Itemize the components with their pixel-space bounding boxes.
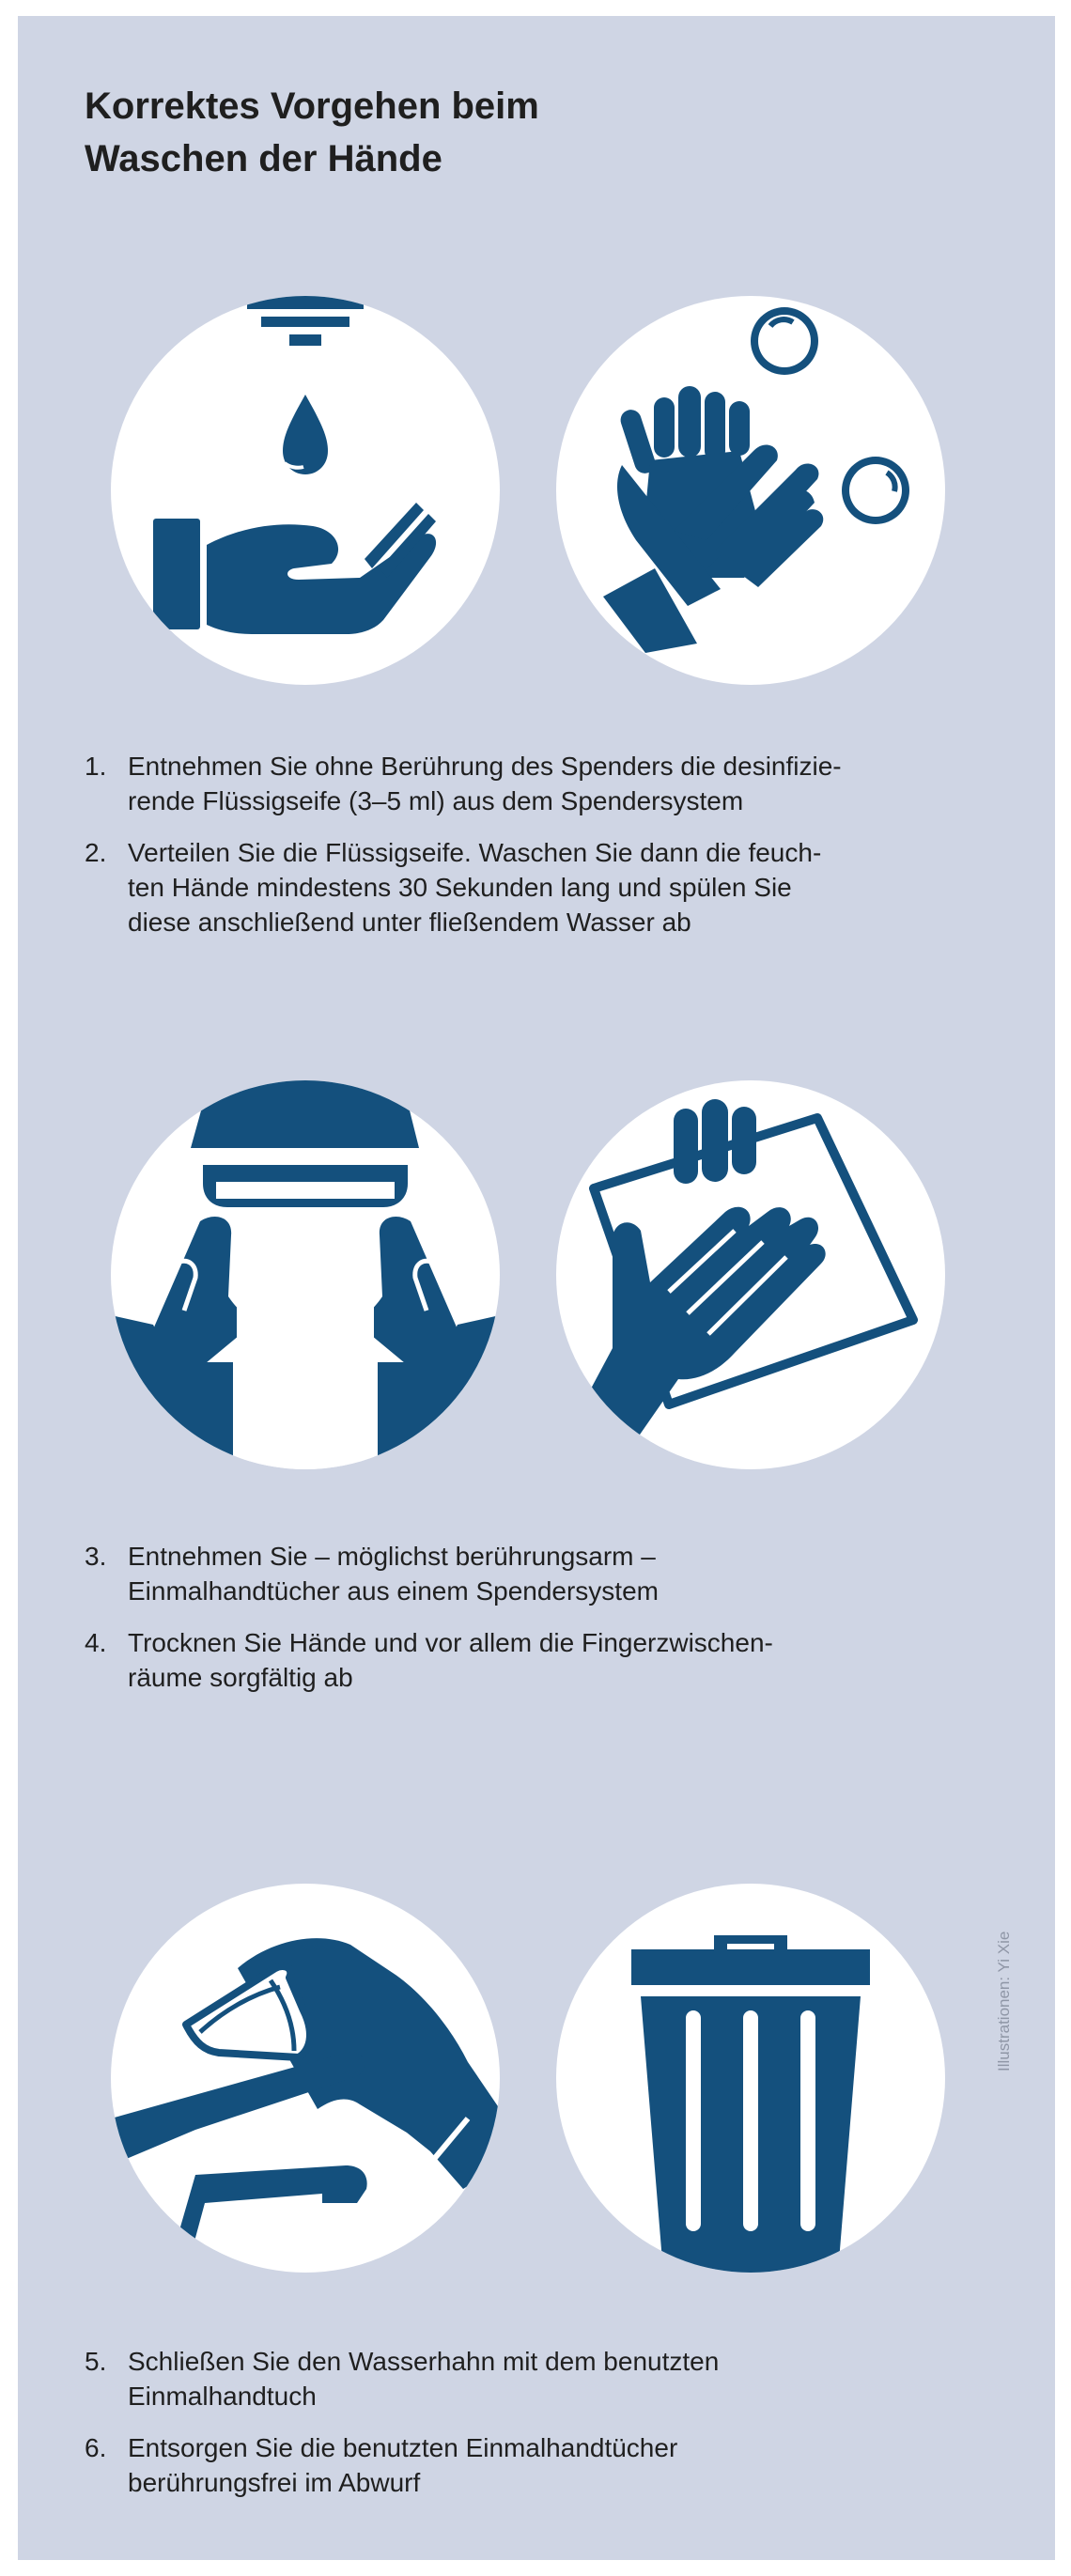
step-6	[85, 2430, 930, 2500]
step-text-line: ten Hände mindestens 30 Sekunden lang und spülen Sie	[128, 873, 792, 902]
step-text	[128, 2430, 930, 2500]
trash-bin-icon	[556, 1884, 945, 2273]
steps-group-3	[85, 2344, 930, 2517]
step-text-line: Einmalhandtuch	[128, 2382, 317, 2411]
step-text-line: Trocknen Sie Hände und vor allem die Fingerzwischen-	[128, 1628, 773, 1657]
step-text	[128, 1625, 930, 1695]
step-number: 1.	[85, 752, 107, 781]
step-text	[128, 749, 930, 818]
step-text-line: diese anschließend unter fließendem Wasser ab	[128, 908, 691, 937]
step-text-line: Einmalhandtücher aus einem Spendersystem	[128, 1576, 659, 1606]
step-number: 6.	[85, 2433, 107, 2462]
close-faucet-illustration	[111, 1884, 500, 2273]
page-title	[85, 80, 742, 185]
step-text	[128, 1539, 930, 1608]
towel-dispenser-icon	[111, 1080, 500, 1469]
step-text-line: berührungsfrei im Abwurf	[128, 2468, 421, 2497]
step-text	[128, 835, 930, 939]
illustration-credit: Illustrationen: Yi Xie	[995, 1931, 1013, 2072]
step-1	[85, 749, 930, 818]
step-text-line: Verteilen Sie die Flüssigseife. Waschen Sie dann die feuch-	[128, 838, 822, 867]
steps-group-2	[85, 1539, 930, 1712]
step-text	[128, 2344, 930, 2413]
step-text-line: rende Flüssigseife (3–5 ml) aus dem Spendersystem	[128, 786, 744, 815]
soap-dispenser-icon	[111, 296, 500, 685]
soap-dispenser-illustration	[111, 296, 500, 685]
step-4	[85, 1625, 930, 1695]
trash-bin-illustration	[556, 1884, 945, 2273]
step-number: 2.	[85, 838, 107, 867]
washing-hands-icon	[556, 296, 945, 685]
title-line-2: Waschen der Hände	[85, 138, 442, 179]
step-5	[85, 2344, 930, 2413]
washing-hands-illustration	[556, 296, 945, 685]
drying-hands-icon	[556, 1080, 945, 1469]
step-text-line: Entnehmen Sie – möglichst berührungsarm –	[128, 1542, 656, 1571]
step-text-line: Entnehmen Sie ohne Berührung des Spenders die desinfizie-	[128, 752, 842, 781]
step-3	[85, 1539, 930, 1608]
step-text-line: Entsorgen Sie die benutzten Einmalhandtücher	[128, 2433, 678, 2462]
steps-group-1	[85, 749, 930, 956]
towel-dispenser-illustration	[111, 1080, 500, 1469]
close-faucet-icon	[111, 1884, 500, 2273]
title-line-1: Korrektes Vorgehen beim	[85, 85, 539, 127]
step-2	[85, 835, 930, 939]
step-number: 3.	[85, 1542, 107, 1571]
step-number: 4.	[85, 1628, 107, 1657]
step-number: 5.	[85, 2347, 107, 2376]
step-text-line: räume sorgfältig ab	[128, 1663, 353, 1692]
drying-hands-illustration	[556, 1080, 945, 1469]
step-text-line: Schließen Sie den Wasserhahn mit dem benutzten	[128, 2347, 720, 2376]
